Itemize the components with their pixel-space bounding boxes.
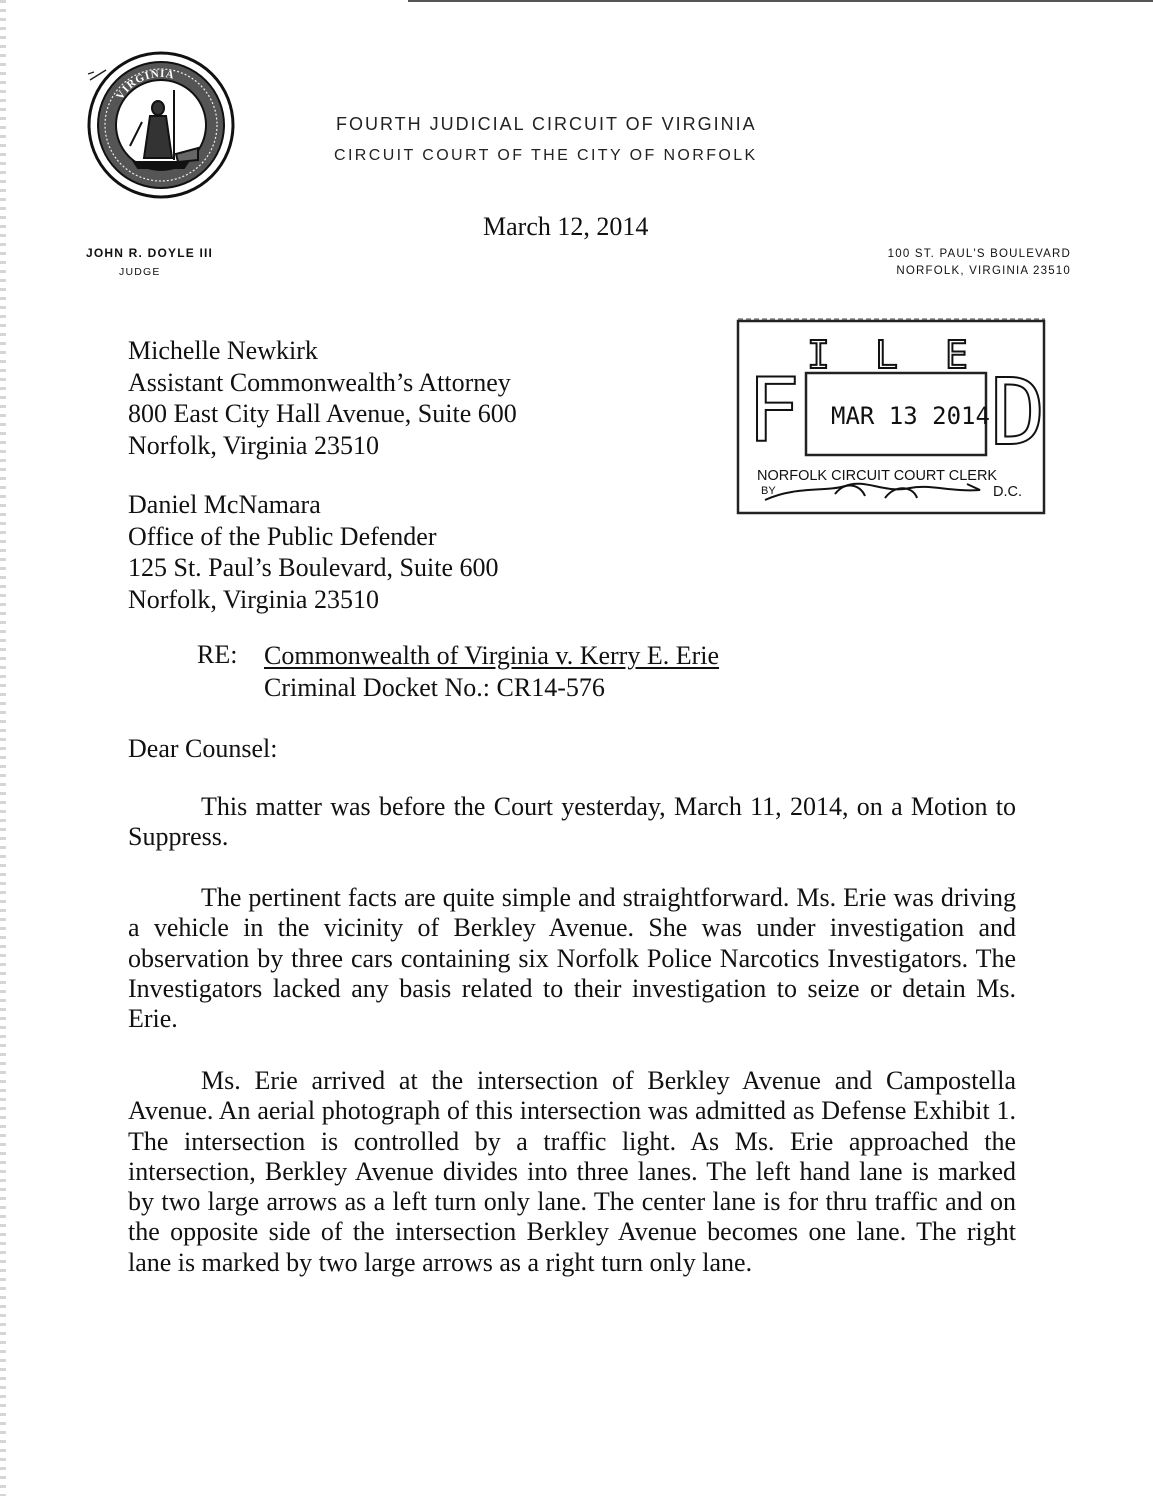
judge-title: JUDGE [119, 266, 161, 278]
stamp-by: BY [761, 485, 776, 497]
stamp-letter-l: L [875, 333, 898, 377]
scan-edge-artifact [0, 0, 6, 1496]
recipient-address-1 [128, 335, 517, 461]
recipient-title: Office of the Public Defender [128, 521, 437, 551]
body-paragraph-2: The pertinent facts are quite simple and straightforward. Ms. Erie was driving a vehicle in the vicinity of Berkley Avenue. She was under investigation and observation by three cars containing six Norfolk Police Narcotics Investigators. The Investigators lacked any basis related to their investigation to seize or detain Ms. Erie. [128, 883, 1016, 1034]
letter-date: March 12, 2014 [483, 212, 649, 241]
court-address-line: 100 ST. PAUL'S BOULEVARD [887, 248, 1071, 260]
recipient-city: Norfolk, Virginia 23510 [128, 584, 379, 614]
body-paragraph-1: This matter was before the Court yesterday, March 11, 2014, on a Motion to Suppress. [128, 792, 1016, 852]
stamp-letter-d: D [990, 359, 1046, 466]
court-address [888, 246, 1071, 280]
virginia-seal-icon [86, 50, 236, 200]
body-paragraph-3: Ms. Erie arrived at the intersection of Berkley Avenue and Campostella Avenue. An aerial photograph of this intersection was admitted as Defense Exhibit 1. The intersection is controlled by a traffic light. As Ms. Erie approached the intersection, Berkley Avenue divides into three lanes. The left hand lane is marked by two large arrows as a left turn only lane. The center lane is for thru traffic and on the opposite side of the intersection Berkley Avenue becomes one lane. The right lane is marked by two large arrows as a right turn only lane. [128, 1066, 1016, 1277]
judge-name: JOHN R. DOYLE III [86, 246, 214, 260]
filed-stamp [735, 316, 1047, 516]
court-address-line: NORFOLK, VIRGINIA 23510 [896, 265, 1071, 277]
recipient-city: Norfolk, Virginia 23510 [128, 430, 379, 460]
court-subtitle: CIRCUIT COURT OF THE CITY OF NORFOLK [334, 147, 758, 164]
stamp-date: MAR 13 2014 [831, 402, 990, 430]
top-scan-rule [408, 0, 1153, 2]
seal-lettering: VIRGINIA [113, 67, 176, 102]
re-block [264, 640, 719, 704]
salutation: Dear Counsel: [128, 734, 278, 763]
stamp-letter-f: F [747, 359, 800, 462]
case-caption: Commonwealth of Virginia v. Kerry E. Erie [264, 641, 720, 670]
recipient-address-2 [128, 489, 499, 615]
clerk-signature [765, 484, 980, 500]
stamp-clerk-line: NORFOLK CIRCUIT COURT CLERK [757, 468, 998, 484]
recipient-street: 800 East City Hall Avenue, Suite 600 [128, 399, 517, 428]
stamp-letter-e: E [945, 333, 968, 377]
re-label: RE: [197, 640, 238, 669]
recipient-name: Daniel McNamara [128, 490, 321, 519]
court-name: FOURTH JUDICIAL CIRCUIT OF VIRGINIA [336, 114, 757, 134]
recipient-title: Assistant Commonwealth’s Attorney [128, 367, 511, 397]
recipient-name: Michelle Newkirk [128, 336, 318, 365]
stamp-letter-i: I [807, 333, 830, 377]
recipient-street: 125 St. Paul’s Boulevard, Suite 600 [128, 553, 499, 582]
docket-number: Criminal Docket No.: CR14-576 [264, 673, 605, 702]
stamp-dc: D.C. [993, 484, 1022, 500]
